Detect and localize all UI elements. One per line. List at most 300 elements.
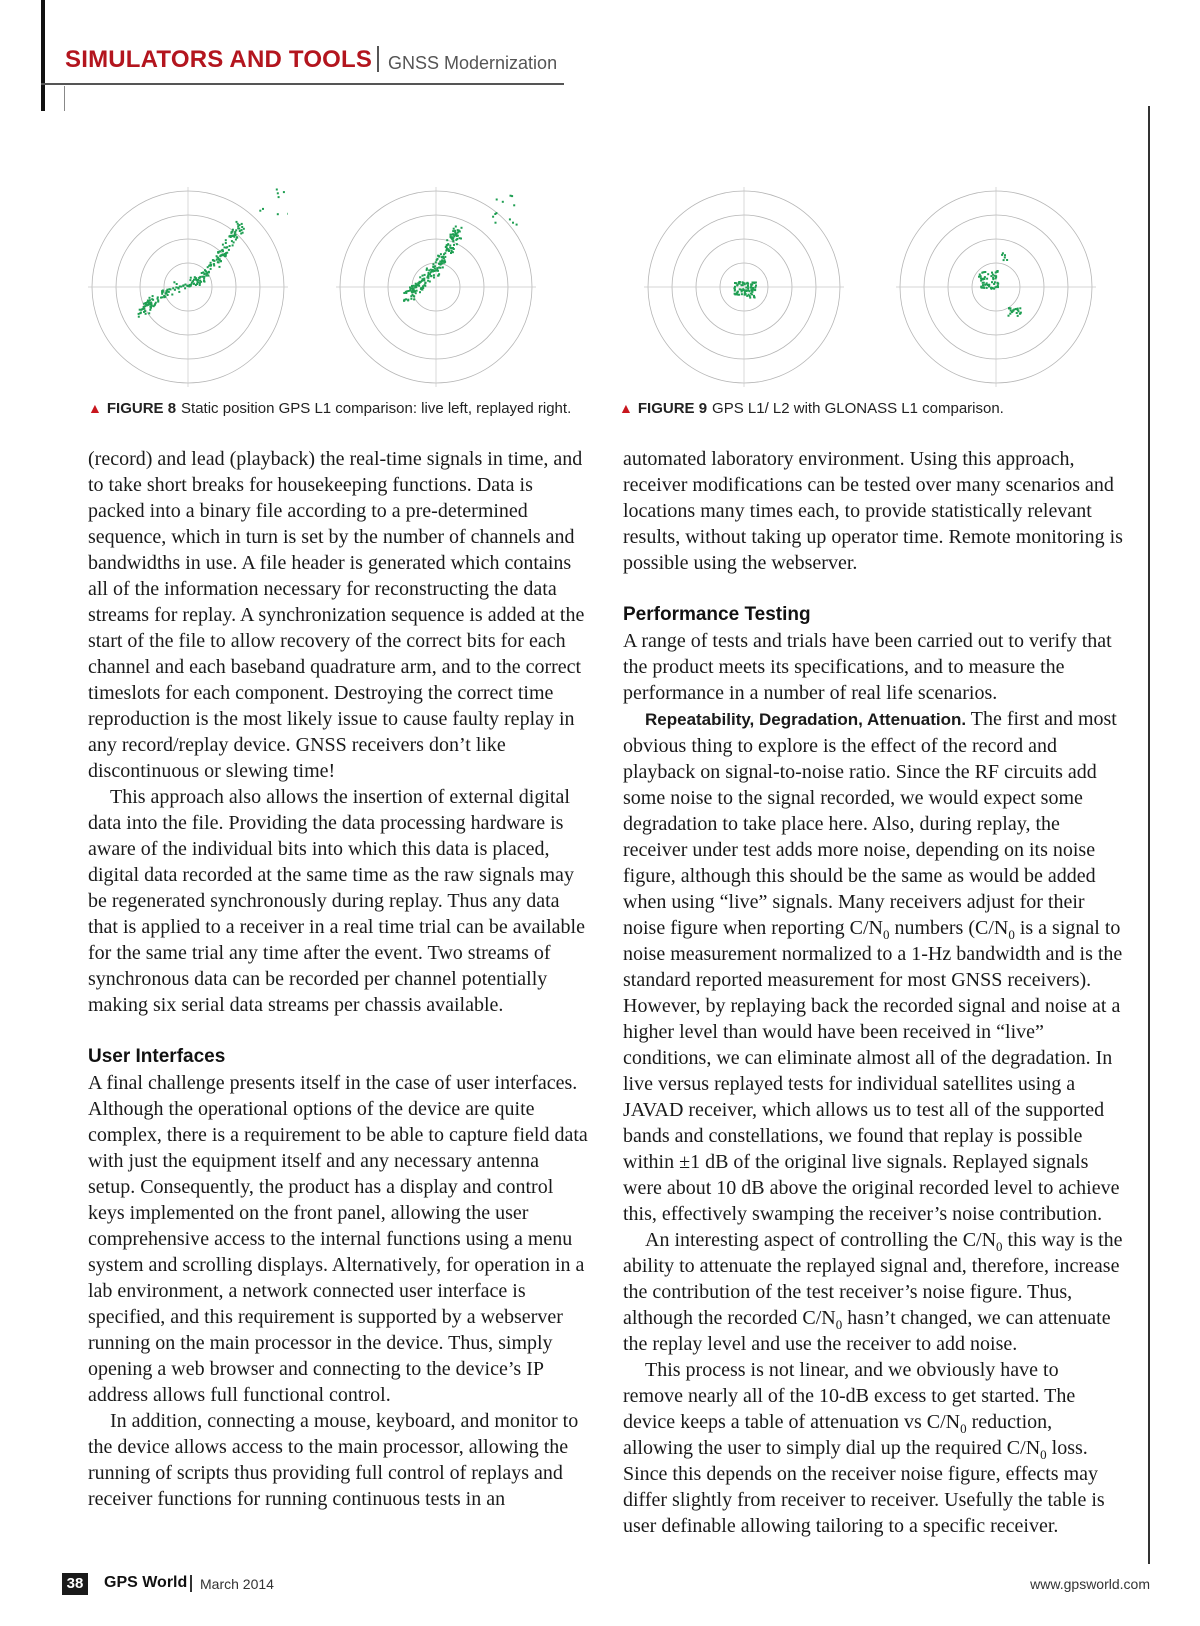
- scatter-point: [447, 243, 449, 245]
- scatter-point: [219, 266, 221, 268]
- scatter-point: [283, 191, 285, 193]
- scatter-point: [997, 286, 999, 288]
- scatter-point: [979, 274, 981, 276]
- scatter-point: [153, 305, 155, 307]
- scatter-point: [203, 273, 205, 275]
- scatter-point: [509, 218, 511, 220]
- scatter-point: [140, 312, 142, 314]
- website-link[interactable]: www.gpsworld.com: [1030, 1576, 1150, 1592]
- scatter-point: [446, 245, 448, 247]
- scatter-point: [188, 285, 190, 287]
- scatter-point: [1008, 315, 1010, 317]
- scatter-point: [739, 288, 741, 290]
- scatter-point: [440, 261, 442, 263]
- scatter-point: [239, 230, 241, 232]
- scatter-point: [455, 226, 457, 228]
- page-number: 38: [62, 1573, 88, 1595]
- heading-performance-testing: Performance Testing: [623, 604, 811, 625]
- scatter-point: [409, 286, 411, 288]
- scatter-point: [154, 303, 156, 305]
- triangle-icon: ▲: [88, 400, 102, 416]
- scatter-point: [224, 246, 226, 248]
- figure8-caption: [88, 400, 571, 417]
- scatter-point: [189, 279, 191, 281]
- scatter-point: [222, 254, 224, 256]
- scatter-point: [199, 284, 201, 286]
- scatter-point: [995, 276, 997, 278]
- scatter-point: [980, 275, 982, 277]
- scatter-point: [495, 222, 497, 224]
- scatter-point: [168, 291, 170, 293]
- scatter-point: [138, 313, 140, 315]
- scatter-point: [225, 242, 227, 244]
- scatter-point: [447, 248, 449, 250]
- scatter-point: [438, 267, 440, 269]
- scatter-point: [180, 286, 182, 288]
- scatter-point: [175, 286, 177, 288]
- scatter-point: [231, 240, 233, 242]
- scatter-point: [450, 236, 452, 238]
- scatter-point: [453, 244, 455, 246]
- scatter-point: [456, 243, 458, 245]
- scatter-point: [434, 265, 436, 267]
- scatter-point: [240, 233, 242, 235]
- scatter-point: [233, 236, 235, 238]
- scatter-point: [192, 280, 194, 282]
- scatter-point: [987, 273, 989, 275]
- scatter-point: [452, 230, 454, 232]
- scatter-point: [994, 286, 996, 288]
- scatter-point: [206, 272, 208, 274]
- scatter-point: [417, 282, 419, 284]
- scatter-point: [235, 239, 237, 241]
- paragraph: (record) and lead (playback) the real-time signals in time, and to take short breaks for housekeeping functions. Data is packed into a binary file according to a pre-determined sequence, which in turn is set by the number of channels and bandwidths in use. A file header is generated which contains all of the information necessary for reconstructing the data streams for replay. A synchronization sequence is added at the start of the file to allow recovery of the correct bits for each channel and each baseband quadrature arm, and to the correct timeslots for each component. Destroying the correct time reproduction is the most likely issue to cause faulty replay in any record/replay device. GNSS receivers don’t like discontinuous or slewing time!: [88, 448, 585, 782]
- scatter-point: [418, 285, 420, 287]
- scatter-point: [426, 268, 428, 270]
- figure8-caption-text: Static position GPS L1 comparison: live left, replayed right.: [181, 400, 572, 417]
- scatter-point: [983, 286, 985, 288]
- scatter-point: [151, 305, 153, 307]
- text-column-left: [88, 446, 588, 1512]
- paragraph: Repeatability, Degradation, Attenuation. The first and most obvious thing to explore is the effect of the record and playback on signal-to-noise ratio. Since the RF circuits add some noise to the signal recorded, we would expect some degradation to take place here. Also, during replay, the receiver under test adds more noise, depending on its noise figure, although this should be the same as would be added when using “live” signals. Many receivers adjust for their noise figure when reporting $C/N_0$ numbers ($C/N_0$ is a signal to noise measurement normalized to a 1-Hz bandwidth and is the standard reported measurement for most GNSS receivers). However, by replaying back the recorded signal and noise at a higher level than would have been received in “live” conditions, we can eliminate almost all of the degradation. In live versus replayed tests for individual satellites using a JAVAD receiver, which allows us to test all of the supported bands and constellations, we found that replay is possible within ±1 dB of the original live signals. Replayed signals were about 10 dB above the original recorded level to achieve this, effectively swamping the receiver’s noise contribution.: [623, 708, 1123, 1225]
- scatter-point: [161, 296, 163, 298]
- scatter-point: [178, 291, 180, 293]
- scatter-point: [148, 312, 150, 314]
- figure9-label: FIGURE 9: [637, 400, 708, 417]
- scatter-point: [440, 263, 442, 265]
- scatter-point: [237, 225, 239, 227]
- scatter-point: [433, 274, 435, 276]
- scatter-point: [203, 276, 205, 278]
- scatter-point: [173, 281, 175, 283]
- scatter-point: [750, 289, 752, 291]
- scatter-point: [741, 284, 743, 286]
- scatter-point: [197, 279, 199, 281]
- scatter-point: [990, 287, 992, 289]
- scatter-point: [237, 223, 239, 225]
- header-separator: [377, 46, 379, 72]
- scatter-point: [210, 265, 212, 267]
- scatter-point: [443, 262, 445, 264]
- scatter-point: [452, 238, 454, 240]
- scatter-point: [991, 272, 993, 274]
- scatter-point: [221, 250, 223, 252]
- scatter-point: [403, 300, 405, 302]
- scatter-point: [443, 253, 445, 255]
- scatter-point: [1004, 254, 1006, 256]
- scatter-point: [411, 285, 413, 287]
- scatter-point: [1018, 310, 1020, 312]
- scatter-point: [432, 263, 434, 265]
- scatter-point: [1016, 312, 1018, 314]
- scatter-point: [415, 292, 417, 294]
- scatter-point: [745, 287, 747, 289]
- scatter-point: [210, 262, 212, 264]
- scatter-point: [225, 239, 227, 241]
- figure9-live-polar-plot: [644, 187, 844, 387]
- paragraph: This approach also allows the insertion of external digital data into the file. Providing the data processing hardware is aware of the individual bits into which this data is placed, digital data recorded at the same time as the raw signals may be regenerated synchronously during replay. Thus any data that is applied to a receiver in a real time trial can be available for the same trial any time after the event. Two streams of synchronous data can be recorded per channel potentially making six serial data streams per chassis available.: [88, 786, 585, 1016]
- scatter-point: [982, 284, 984, 286]
- scatter-point: [452, 234, 454, 236]
- header-rule: [41, 83, 564, 85]
- scatter-point: [197, 282, 199, 284]
- scatter-point: [420, 288, 422, 290]
- column-border: [1148, 106, 1150, 1564]
- scatter-point: [753, 296, 755, 298]
- scatter-point: [1017, 315, 1019, 317]
- scatter-point: [203, 278, 205, 280]
- paragraph: A range of tests and trials have been carried out to verify that the product meets its specifications, and to measure the performance in a number of real life scenarios.: [623, 630, 1112, 704]
- scatter-point: [190, 285, 192, 287]
- scatter-point: [203, 280, 205, 282]
- scatter-point: [752, 282, 754, 284]
- scatter-point: [991, 281, 993, 283]
- scatter-point: [415, 283, 417, 285]
- scatter-point: [436, 268, 438, 270]
- issue-date: March 2014: [200, 1576, 274, 1592]
- scatter-point: [751, 291, 753, 293]
- scatter-point: [453, 235, 455, 237]
- scatter-point: [461, 227, 463, 229]
- scatter-point: [432, 266, 434, 268]
- scatter-point: [1010, 310, 1012, 312]
- scatter-point: [225, 255, 227, 257]
- scatter-point: [220, 260, 222, 262]
- scatter-point: [449, 245, 451, 247]
- scatter-point: [438, 263, 440, 265]
- scatter-point: [421, 280, 423, 282]
- scatter-point: [423, 284, 425, 286]
- scatter-point: [982, 278, 984, 280]
- scatter-point: [512, 222, 514, 224]
- scatter-point: [407, 299, 409, 301]
- scatter-point: [746, 290, 748, 292]
- scatter-point: [241, 226, 243, 228]
- scatter-point: [738, 294, 740, 296]
- scatter-point: [166, 289, 168, 291]
- scatter-point: [157, 299, 159, 301]
- scatter-point: [138, 316, 140, 318]
- scatter-point: [152, 295, 154, 297]
- scatter-point: [145, 313, 147, 315]
- scatter-point: [437, 275, 439, 277]
- scatter-point: [228, 235, 230, 237]
- scatter-point: [195, 279, 197, 281]
- paragraph: This process is not linear, and we obviously have to remove nearly all of the 10-dB excess to get started. The device keeps a table of attenuation vs $C/N_0$ reduction, allowing the user to simply dial up the required $C/N_0$ loss. Since this depends on the receiver noise figure, effects may differ slightly from receiver to receiver. Usefully the table is user definable allowing tailoring to a specific receiver.: [623, 1359, 1105, 1537]
- scatter-point: [411, 290, 413, 292]
- scatter-point: [755, 285, 757, 287]
- scatter-point: [149, 309, 151, 311]
- scatter-point: [278, 196, 280, 198]
- scatter-point: [440, 253, 442, 255]
- scatter-point: [434, 268, 436, 270]
- section-title: SIMULATORS AND TOOLS: [65, 46, 373, 73]
- scatter-point: [422, 275, 424, 277]
- scatter-point: [737, 291, 739, 293]
- scatter-point: [997, 283, 999, 285]
- scatter-point: [1006, 259, 1008, 261]
- figure8-live-polar-plot: [88, 187, 288, 387]
- scatter-point: [735, 282, 737, 284]
- scatter-point: [424, 274, 426, 276]
- scatter-point: [984, 271, 986, 273]
- scatter-point: [419, 291, 421, 293]
- scatter-point: [513, 204, 515, 206]
- scatter-point: [438, 255, 440, 257]
- scatter-point: [232, 244, 234, 246]
- scatter-point: [216, 259, 218, 261]
- scatter-point: [1020, 312, 1022, 314]
- scatter-point: [205, 275, 207, 277]
- scatter-point: [195, 284, 197, 286]
- scatter-point: [442, 256, 444, 258]
- scatter-point: [165, 292, 167, 294]
- scatter-point: [430, 275, 432, 277]
- scatter-point: [492, 216, 494, 218]
- scatter-point: [442, 266, 444, 268]
- scatter-point: [502, 201, 504, 203]
- scatter-point: [452, 247, 454, 249]
- run-in-heading: Repeatability, Degradation, Attenuation.: [645, 710, 967, 729]
- scatter-point: [217, 251, 219, 253]
- triangle-icon: ▲: [619, 400, 633, 416]
- scatter-point: [449, 247, 451, 249]
- scatter-point: [411, 287, 413, 289]
- scatter-point: [747, 285, 749, 287]
- scatter-point: [243, 228, 245, 230]
- scatter-point: [1017, 308, 1019, 310]
- scatter-point: [185, 284, 187, 286]
- scatter-point: [454, 230, 456, 232]
- scatter-point: [171, 294, 173, 296]
- scatter-point: [446, 239, 448, 241]
- subsection-title: GNSS Modernization: [388, 53, 558, 73]
- scatter-point: [422, 287, 424, 289]
- scatter-point: [993, 283, 995, 285]
- scatter-point: [433, 277, 435, 279]
- figure8-replayed-polar-plot: [336, 187, 536, 387]
- scatter-point: [456, 238, 458, 240]
- scatter-point: [144, 310, 146, 312]
- scatter-point: [997, 271, 999, 273]
- paragraph: A final challenge presents itself in the case of user interfaces. Although the operational options of the device are quite complex, there is a requirement to be able to capture field data with just the equipment itself and any necessary antenna setup. Consequently, the product has a display and control keys implemented on the front panel, allowing the user comprehensive access to the internal functions using a menu system and scrolling displays. Alternatively, for operation in a lab environment, a network connected user interface is specified, and this requirement is supported by a webserver running on the main processor in the device. Thus, simply opening a web browser and connecting to the device’s IP address allows full functional control.: [88, 1072, 588, 1406]
- scatter-point: [143, 308, 145, 310]
- scatter-point: [427, 280, 429, 282]
- scatter-point: [423, 278, 425, 280]
- scatter-point: [152, 299, 154, 301]
- scatter-point: [1003, 259, 1005, 261]
- scatter-point: [738, 282, 740, 284]
- scatter-point: [450, 252, 452, 254]
- scatter-point: [456, 234, 458, 236]
- header-tick: [64, 86, 65, 111]
- scatter-point: [995, 272, 997, 274]
- scatter-point: [990, 275, 992, 277]
- scatter-point: [425, 282, 427, 284]
- text-column-right: [623, 446, 1123, 1539]
- scatter-point: [452, 251, 454, 253]
- scatter-point: [287, 213, 288, 215]
- scatter-point: [218, 261, 220, 263]
- scatter-point: [419, 276, 421, 278]
- scatter-point: [194, 276, 196, 278]
- scatter-point: [427, 277, 429, 279]
- scatter-point: [410, 295, 412, 297]
- scatter-point: [145, 303, 147, 305]
- scatter-point: [164, 296, 166, 298]
- figure9-caption-text: GPS L1/ L2 with GLONASS L1 comparison.: [712, 400, 1004, 417]
- scatter-point: [744, 294, 746, 296]
- scatter-point: [410, 298, 412, 300]
- scatter-point: [988, 286, 990, 288]
- scatter-point: [213, 260, 215, 262]
- scatter-point: [236, 237, 238, 239]
- scatter-point: [413, 295, 415, 297]
- heading-user-interfaces: User Interfaces: [88, 1046, 226, 1067]
- scatter-point: [751, 293, 753, 295]
- scatter-point: [168, 288, 170, 290]
- scatter-point: [193, 283, 195, 285]
- scatter-point: [228, 249, 230, 251]
- scatter-point: [219, 255, 221, 257]
- scatter-point: [237, 227, 239, 229]
- scatter-point: [222, 244, 224, 246]
- scatter-point: [734, 290, 736, 292]
- scatter-point: [207, 275, 209, 277]
- scatter-point: [1004, 257, 1006, 259]
- paragraph: automated laboratory environment. Using this approach, receiver modifications can be tested over many scenarios and locations many times each, to provide statistically relevant results, without taking up operator time. Remote monitoring is possible using the webserver.: [623, 448, 1123, 574]
- scatter-point: [494, 213, 496, 215]
- scatter-point: [747, 287, 749, 289]
- scatter-point: [453, 228, 455, 230]
- scatter-point: [232, 229, 234, 231]
- scatter-point: [982, 282, 984, 284]
- scatter-point: [204, 269, 206, 271]
- scatter-point: [210, 268, 212, 270]
- scatter-point: [259, 210, 261, 212]
- scatter-point: [233, 241, 235, 243]
- scatter-point: [162, 290, 164, 292]
- scatter-point: [149, 297, 151, 299]
- scatter-point: [229, 245, 231, 247]
- scatter-point: [161, 293, 163, 295]
- scatter-point: [241, 223, 243, 225]
- scatter-point: [199, 277, 201, 279]
- scatter-point: [986, 282, 988, 284]
- scatter-point: [741, 289, 743, 291]
- publication-name: GPS World: [104, 1574, 188, 1591]
- scatter-point: [413, 298, 415, 300]
- scatter-point: [1019, 307, 1021, 309]
- scatter-point: [174, 289, 176, 291]
- scatter-point: [1001, 254, 1003, 256]
- scatter-point: [511, 195, 513, 197]
- scatter-point: [139, 309, 141, 311]
- scatter-point: [262, 208, 264, 210]
- scatter-point: [750, 285, 752, 287]
- scatter-point: [754, 286, 756, 288]
- scatter-point: [496, 199, 498, 201]
- scatter-point: [414, 286, 416, 288]
- scatter-point: [435, 261, 437, 263]
- scatter-point: [752, 289, 754, 291]
- footer-separator: [190, 1575, 192, 1592]
- scatter-point: [225, 247, 227, 249]
- scatter-point: [733, 287, 735, 289]
- scatter-point: [184, 287, 186, 289]
- scatter-point: [736, 293, 738, 295]
- scatter-point: [981, 272, 983, 274]
- scatter-point: [749, 295, 751, 297]
- scatter-point: [277, 213, 279, 215]
- scatter-point: [741, 293, 743, 295]
- scatter-point: [147, 300, 149, 302]
- scatter-point: [744, 282, 746, 284]
- figure9-replayed-polar-plot: [896, 187, 1096, 387]
- scatter-point: [157, 296, 159, 298]
- scatter-point: [986, 278, 988, 280]
- scatter-point: [150, 302, 152, 304]
- scatter-point: [1013, 309, 1015, 311]
- scatter-point: [201, 272, 203, 274]
- scatter-point: [225, 253, 227, 255]
- scatter-point: [986, 287, 988, 289]
- scatter-point: [172, 287, 174, 289]
- scatter-point: [436, 259, 438, 261]
- scatter-point: [516, 224, 518, 226]
- scatter-point: [167, 294, 169, 296]
- scatter-point: [450, 234, 452, 236]
- scatter-point: [200, 281, 202, 283]
- scatter-point: [430, 269, 432, 271]
- scatter-point: [236, 221, 238, 223]
- figure9-caption: [619, 400, 1004, 417]
- scatter-point: [1008, 308, 1010, 310]
- paragraph: An interesting aspect of controlling the $C/N_0$ this way is the ability to attenuate the replayed signal and, therefore, increase the contribution of the test receiver’s noise figure. Thus, although the recorded $C/N_0$ hasn’t changed, we can attenuate the replay level and use the receiver to add noise.: [623, 1229, 1123, 1355]
- scatter-point: [452, 240, 454, 242]
- figure8-label: FIGURE 8: [106, 400, 177, 417]
- scatter-point: [213, 263, 215, 265]
- scatter-point: [208, 271, 210, 273]
- scatter-point: [190, 277, 192, 279]
- header-accent-bar: [41, 0, 45, 111]
- scatter-point: [458, 230, 460, 232]
- scatter-point: [460, 238, 462, 240]
- scatter-point: [754, 289, 756, 291]
- scatter-point: [176, 283, 178, 285]
- scatter-point: [981, 287, 983, 289]
- scatter-point: [231, 231, 233, 233]
